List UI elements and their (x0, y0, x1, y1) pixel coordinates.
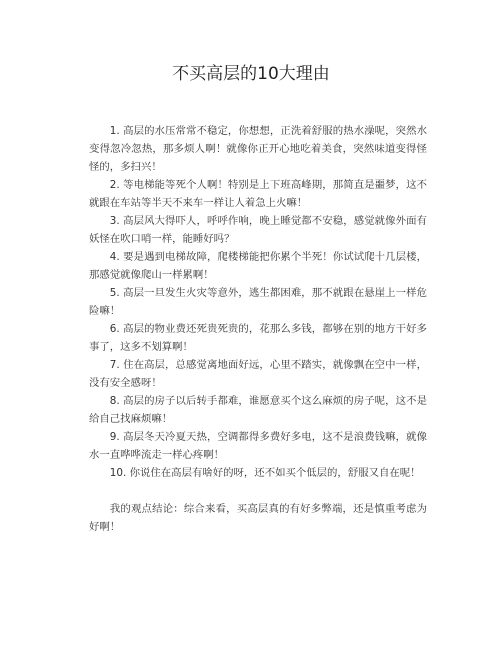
document-title: 不买高层的10大理由 (172, 64, 330, 84)
reason-paragraph-3: 3. 高层风大得吓人，呼呼作响，晚上睡觉都不安稳，感觉就像外面有妖怪在吹口哨一样，能睡好吗？ (89, 215, 427, 245)
reason-paragraph-10: 10. 你说住在高层有啥好的呀，还不如买个低层的，舒服又自在呢！ (109, 467, 421, 479)
reason-paragraph-5: 5. 高层一旦发生火灾等意外，逃生都困难，那不就跟在悬崖上一样危险嘛！ (89, 287, 427, 317)
reason-paragraph-4: 4. 要是遇到电梯故障，爬楼梯能把你累个半死！你试试爬十几层楼，那感觉就像爬山一样累啊！ (89, 251, 427, 281)
conclusion-paragraph: 我的观点结论：综合来看，买高层真的有好多弊端，还是慎重考虑为好啊！ (89, 503, 427, 533)
reason-paragraph-1: 1. 高层的水压常常不稳定，你想想，正洗着舒服的热水澡呢，突然水变得忽冷忽热，那多烦人啊！就像你正开心地吃着美食，突然味道变得怪怪的，多扫兴！ (89, 125, 427, 173)
reason-paragraph-6: 6. 高层的物业费还死贵死贵的，花那么多钱，都够在别的地方干好多事了，这多不划算啊！ (89, 323, 427, 353)
document-body (89, 122, 427, 536)
reason-paragraph-9: 9. 高层冬天冷夏天热，空调都得多费好多电，这不是浪费钱嘛，就像水一直哗哗流走一样心疼啊！ (89, 431, 427, 461)
reason-paragraph-7: 7. 住在高层，总感觉离地面好远，心里不踏实，就像飘在空中一样，没有安全感呀！ (89, 359, 427, 389)
reason-paragraph-8: 8. 高层的房子以后转手都难，谁愿意买个这么麻烦的房子呢，这不是给自己找麻烦嘛！ (89, 395, 427, 425)
reason-paragraph-2: 2. 等电梯能等死个人啊！特别是上下班高峰期，那简直是噩梦，这不就跟在车站等半天不来车一样让人着急上火嘛！ (89, 179, 427, 209)
